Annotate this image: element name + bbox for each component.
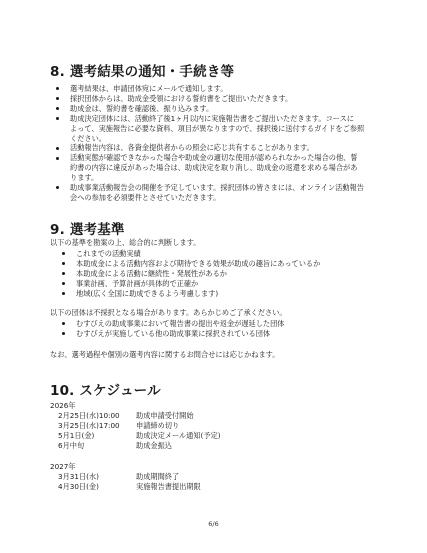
list-item-text: 助成決定団体には、活動終了後1ヶ月以内に実施報告書をご提出いただきます。コースに: [70, 113, 354, 123]
list-item-text: 採択団体からは、助成金受領における誓約書をご提出いただきます。: [70, 93, 293, 103]
list-item: [50, 143, 364, 153]
schedule-year-block: [50, 401, 221, 451]
schedule-date: 3月25日(水)17:00: [58, 421, 120, 430]
list-item-text: 約書の内容に違反があった場合は、助成決定を取り消し、助成金の返還を求める場合があ: [70, 163, 358, 173]
list-item: 事業計画、予算計画が具体的で正確か: [56, 279, 320, 289]
list-item: 本助成金による活動に継続性・発展性があるか: [56, 269, 320, 279]
list-item: [50, 104, 364, 114]
schedule-event: 助成金振込: [136, 441, 172, 450]
schedule-row: [50, 472, 221, 482]
exclusion-intro: 以下の団体は不採択となる場合があります。あらかじめご了承ください。: [50, 308, 287, 317]
list-item: [50, 114, 364, 144]
schedule-year: 2026年: [50, 401, 76, 410]
list-item-text: 助成事業活動報告会の開催を予定しています。採択団体の皆さまには、オンライン活動報告: [70, 183, 364, 193]
criteria-list: [56, 249, 320, 299]
section-8-heading: 8. 選考結果の通知・手続き等: [50, 64, 235, 80]
schedule-date: 3月31日(水): [58, 472, 99, 481]
schedule-year: 2027年: [50, 462, 76, 471]
list-item: むすびえが実施している他の助成事業に採択されている団体: [56, 329, 284, 339]
schedule-event: 申請締め切り: [136, 421, 180, 430]
list-item: むすびえの助成事業において報告書の提出や返金が遅延した団体: [56, 319, 284, 329]
schedule-row: [50, 441, 221, 451]
list-item-text: 活動実態が確認できなかった場合や助成金の適切な使用が認められなかった場合の他、誓: [70, 153, 358, 163]
section-9-heading: 9. 選考基準: [50, 222, 125, 238]
list-item-text: ください。: [70, 133, 106, 143]
page-number: 6/6: [208, 520, 219, 528]
list-item: 地域(広く全国に助成できるよう考慮します): [56, 289, 320, 299]
schedule-row: [50, 482, 221, 492]
schedule-date: 5月1日(金): [58, 431, 95, 440]
inquiry-note: なお、選考過程や個別の選考内容に関するお問合せには応じかねます。: [50, 350, 280, 359]
list-item: 本助成金による活動内容および期待できる効果が助成の趣旨にあっているか: [56, 259, 320, 269]
schedule-event: 実施報告書提出期限: [136, 482, 201, 491]
exclusion-list: [56, 319, 284, 339]
schedule-row: [50, 421, 221, 431]
schedule-date: 2月25日(水)10:00: [58, 411, 120, 420]
schedule-event: 助成期間終了: [136, 472, 180, 481]
schedule-event: 助成申請受付開始: [136, 411, 194, 420]
schedule-date: 6月中旬: [58, 441, 85, 450]
list-item-text: ります。: [70, 173, 99, 183]
schedule-event: 助成決定メール通知(予定): [136, 431, 221, 440]
schedule: [50, 401, 221, 492]
schedule-row: [50, 431, 221, 441]
section-8-list: [50, 84, 364, 203]
section-10-heading: 10. スケジュール: [50, 383, 161, 399]
list-item: [50, 84, 364, 94]
criteria-intro: 以下の基準を勘案の上、総合的に判断します。: [50, 238, 201, 247]
schedule-date: 4月30日(金): [58, 482, 99, 491]
list-item-text: 活動報告内容は、各資金提供者からの照会に応じ共有することがあります。: [70, 143, 314, 153]
list-item-text: 選考結果は、申請団体宛にメールで通知します。: [70, 84, 228, 93]
list-item: [50, 153, 364, 183]
list-item: [50, 94, 364, 104]
schedule-row: [50, 411, 221, 421]
list-item-text: よって、実施報告に必要な資料、項目が異なりますので、採択後に送付するガイドをご参照: [70, 123, 365, 133]
list-item: これまでの活動実績: [56, 249, 320, 259]
list-item: [50, 183, 364, 203]
list-item-text: 助成金は、誓約書を確認後、振り込みます。: [70, 103, 214, 113]
list-item-text: 会への参加を必須要件とさせていただきます。: [70, 192, 221, 202]
schedule-year-block: [50, 462, 221, 492]
